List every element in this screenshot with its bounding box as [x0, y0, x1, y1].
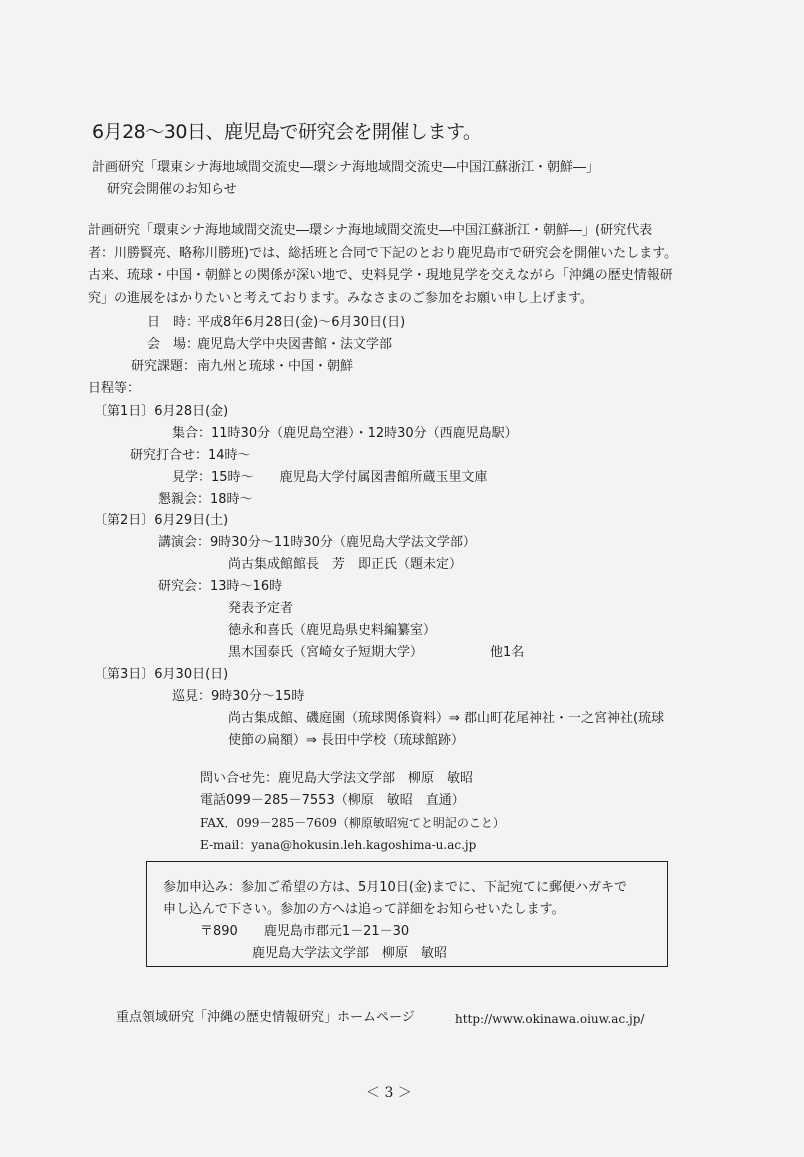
- contact-phone: 電話099－285－7553（柳原 敏昭 直通）: [200, 793, 465, 808]
- page-title: 6月28～30日、鹿児島で研究会を開催します。: [92, 121, 482, 143]
- day2-presenter: 徳永和喜氏（鹿児島県史料編纂室）: [228, 623, 437, 638]
- intro-line: 者：川勝賢亮、略称川勝班)では、総括班と合同で下記のとおり鹿児島市で研究会を開催いたします。: [88, 246, 678, 261]
- contact-inquiry: 問い合せ先：鹿児島大学法文学部 柳原 敏昭: [200, 771, 474, 786]
- application-recipient: 鹿児島大学法文学部 柳原 敏昭: [252, 946, 448, 961]
- intro-line: 究」の進展をはかりたいと考えております。みなさまのご参加をお願い申し上げます。: [88, 291, 593, 306]
- day2-presenter: 黒木国泰氏（宮崎女子短期大学）: [228, 645, 424, 660]
- date-label: 日 時：: [147, 315, 200, 330]
- subtitle-project: 計画研究「環東シナ海地域間交流史―環シナ海地域間交流史―中国江蘇浙江・朝鮮―」: [92, 160, 600, 175]
- venue-label: 会 場：: [147, 337, 200, 352]
- day2-presenters-label: 発表予定者: [228, 601, 294, 616]
- day3-tour: 巡見：9時30分～15時: [172, 689, 305, 704]
- homepage-url[interactable]: http://www.okinawa.oiuw.ac.jp/: [455, 1012, 645, 1026]
- day2-lecture: 講演会：9時30分～11時30分（鹿児島大学法文学部）: [158, 535, 476, 550]
- venue-value: 鹿児島大学中央図書館・法文学部: [197, 337, 393, 352]
- application-postal: 〒890 鹿児島市郡元1－21－30: [200, 924, 410, 939]
- subtitle-notice: 研究会開催のお知らせ: [107, 182, 237, 197]
- intro-line: 計画研究「環東シナ海地域間交流史―環シナ海地域間交流史―中国江蘇浙江・朝鮮―」(研究代表: [88, 223, 653, 238]
- day1-meeting: 研究打合せ：14時～: [130, 448, 251, 463]
- contact-fax: FAX．099－285－7609（柳原敏昭宛てと明記のこと）: [200, 816, 505, 830]
- day1-visit: 見学：15時～ 鹿児島大学付属図書館所蔵玉里文庫: [172, 470, 488, 485]
- day1-reception: 懇親会：18時～: [158, 492, 253, 507]
- application-text: 申し込んで下さい。参加の方へは追って詳細をお知らせいたします。: [163, 902, 565, 917]
- contact-email: E-mail：yana@hokusin.leh.kagoshima-u.ac.jp: [200, 838, 477, 852]
- day2-meeting: 研究会：13時～16時: [158, 579, 283, 594]
- date-value: 平成8年6月28日(金)～6月30日(日): [197, 315, 406, 330]
- theme-value: 南九州と琉球・中国・朝鮮: [197, 359, 354, 374]
- day2-header: 〔第2日〕6月29日(土): [94, 513, 229, 528]
- day3-tour-detail: 尚古集成館、磯庭園（琉球関係資料）⇒ 郡山町花尾神社・一之宮神社(琉球: [228, 711, 665, 726]
- homepage-label: 重点領域研究「沖縄の歴史情報研究」ホームページ: [116, 1010, 415, 1025]
- day1-header: 〔第1日〕6月28日(金): [94, 404, 229, 419]
- schedule-heading: 日程等：: [88, 381, 141, 396]
- day2-presenter-others: 他1名: [490, 645, 525, 660]
- day3-header: 〔第3日〕6月30日(日): [94, 667, 229, 682]
- application-text: 参加申込み：参加ご希望の方は、5月10日(金)までに、下記宛てに郵便ハガキで: [163, 880, 627, 895]
- theme-label: 研究課題：: [131, 359, 197, 374]
- day1-assembly: 集合：11時30分（鹿児島空港）・12時30分（西鹿児島駅）: [172, 426, 518, 441]
- intro-line: 古来、琉球・中国・朝鮮との関係が深い地で、史料見学・現地見学を交えながら「沖縄の歴史情報研: [88, 268, 673, 283]
- page-number: ＜ 3 ＞: [366, 1085, 412, 1101]
- day2-lecturer: 尚古集成館館長 芳 即正氏（題未定）: [228, 557, 463, 572]
- day3-tour-detail: 使節の扁額）⇒ 長田中学校（琉球館跡）: [228, 733, 465, 748]
